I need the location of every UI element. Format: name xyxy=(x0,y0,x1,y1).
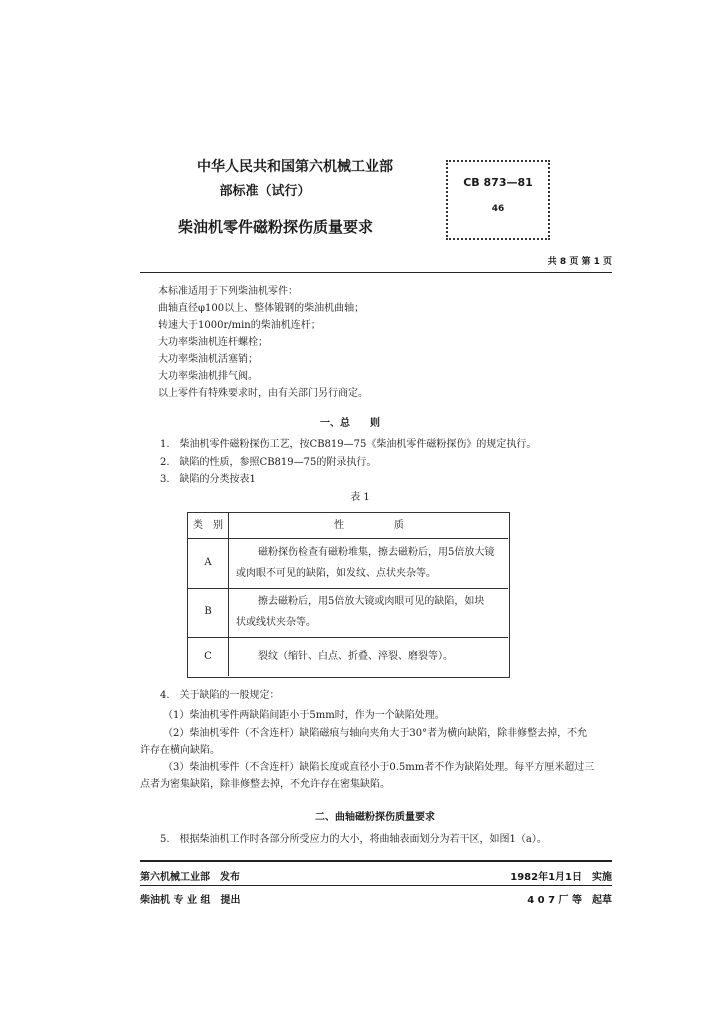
standard-small-number: 46 xyxy=(491,204,505,214)
document-title: 柴油机零件磁粉探伤质量要求 xyxy=(178,218,374,236)
table-cell-nature: 裂纹（缩针、白点、折叠、淬裂、磨裂等）。 xyxy=(258,651,453,662)
publisher: 第六机械工业部 发布 xyxy=(140,872,240,883)
section-2-title: 二、曲轴磁粉探伤质量要求 xyxy=(315,812,435,823)
section-2-item: 5. 根据柴油机工作时各部分所受应力的大小，将曲轴表面划分为若干区，如图1（a）。 xyxy=(160,834,547,845)
standard-number: CB 873—81 xyxy=(463,176,533,189)
table-caption: 表 1 xyxy=(350,492,370,503)
table-header-category: 类 别 xyxy=(193,520,223,531)
item-4-line: 许存在横向缺陷。 xyxy=(140,745,220,756)
section-1-item: 1. 柴油机零件磁粉探伤工艺，按CB819—75《柴油机零件磁粉探伤》的规定执行。 xyxy=(160,439,537,450)
intro-line: 大功率柴油机活塞销； xyxy=(158,354,258,365)
footer-rule-top xyxy=(140,860,612,862)
table-divider xyxy=(188,538,508,539)
section-1-item: 3. 缺陷的分类按表1 xyxy=(160,474,256,485)
item-4-line: （2）柴油机零件（不含连杆）缺陷磁痕与轴向夹角大于30°者为横向缺陷，除非修整去掉，不允 xyxy=(163,728,588,739)
table-cell-nature: 状或线状夹杂等。 xyxy=(236,617,316,628)
table-divider xyxy=(188,637,508,638)
table-cell-nature: 磁粉探伤检查有磁粉堆集，擦去磁粉后，用5倍放大镜 xyxy=(258,547,495,558)
drafter: 4 0 7 厂 等 起草 xyxy=(527,895,612,906)
table-divider xyxy=(188,588,508,589)
table-header-nature: 性 质 xyxy=(334,520,404,531)
header-rule xyxy=(140,272,612,273)
item-4-line: 点者为密集缺陷，除非修整去掉，不允许存在密集缺陷。 xyxy=(140,779,390,790)
org-line-2: 部标准（试行） xyxy=(219,184,311,199)
standard-number-box xyxy=(446,160,550,240)
org-line-1: 中华人民共和国第六机械工业部 xyxy=(197,159,393,175)
proposer: 柴油机 专 业 组 提出 xyxy=(140,895,241,906)
intro-line: 曲轴直径φ100以上、整体锻钢的柴油机曲轴； xyxy=(158,303,365,314)
effective-date: 1982年1月1日 实施 xyxy=(510,872,612,883)
intro-line: 大功率柴油机排气阀。 xyxy=(158,371,258,382)
intro-line: 大功率柴油机连杆螺栓； xyxy=(158,337,268,348)
table-cell-category: B xyxy=(204,606,212,617)
table-cell-nature: 或肉眼不可见的缺陷，如发纹、点状夹杂等。 xyxy=(236,568,436,579)
section-1-item: 2. 缺陷的性质，参照CB819—75的附录执行。 xyxy=(160,457,377,468)
table-cell-nature: 擦去磁粉后，用5倍放大镜或肉眼可见的缺陷，如块 xyxy=(258,596,485,607)
intro-line: 以上零件有特殊要求时，由有关部门另行商定。 xyxy=(158,388,368,399)
footer-rule-middle xyxy=(140,885,612,886)
table-cell-category: A xyxy=(204,557,212,568)
intro-line: 转速大于1000r/min的柴油机连杆； xyxy=(158,320,321,331)
item-4-line: （1）柴油机零件两缺陷间距小于5mm时，作为一个缺陷处理。 xyxy=(163,710,445,721)
intro-line: 本标准适用于下列柴油机零件： xyxy=(158,286,298,297)
page-info: 共 8 页 第 1 页 xyxy=(547,257,612,267)
item-4-line: （3）柴油机零件（不含连杆）缺陷长度或直径小于0.5mm者不作为缺陷处理。每平方厘米超过三 xyxy=(163,762,595,773)
defect-class-table xyxy=(187,512,510,678)
section-1-title: 一、总 则 xyxy=(320,418,380,429)
table-cell-category: C xyxy=(204,651,212,662)
item-4-line: 4. 关于缺陷的一般规定： xyxy=(160,690,280,701)
